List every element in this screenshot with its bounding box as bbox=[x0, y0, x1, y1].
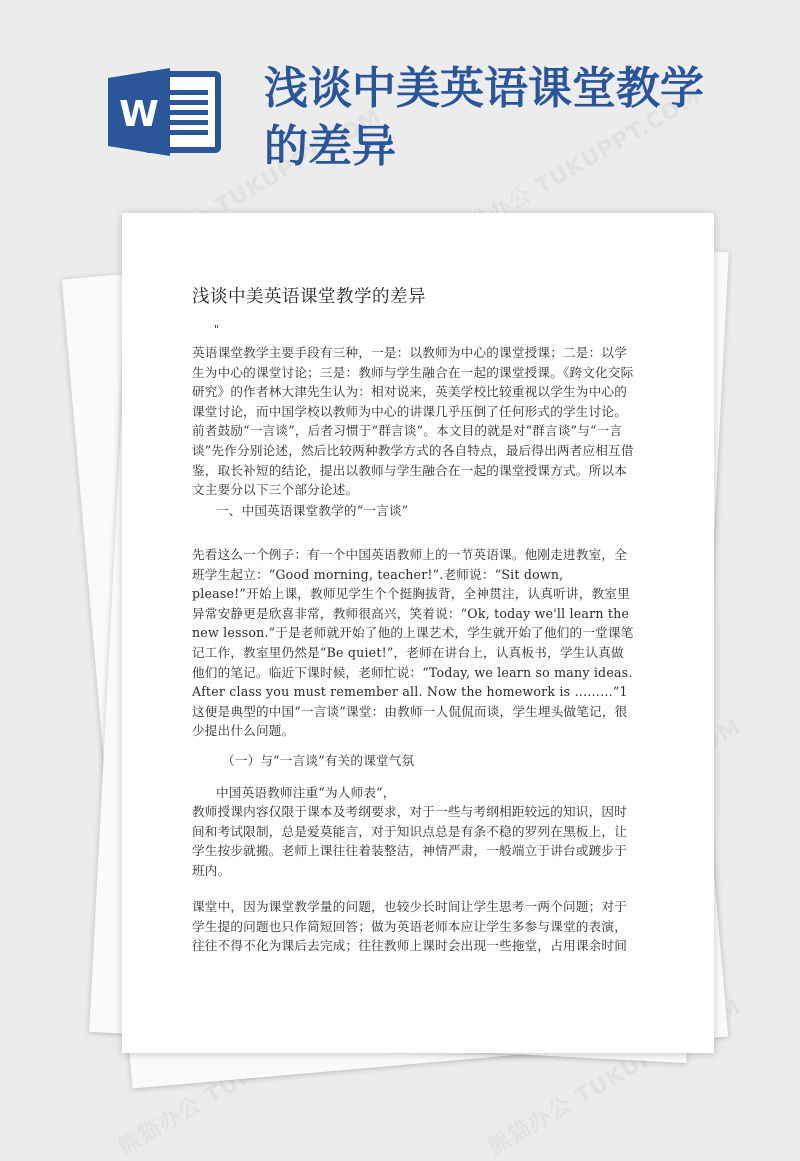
paragraph-teaching: 教师授课内容仅限于课本及考纲要求，对于一些与考纲相距较远的知识，因时间和考试限制，总是爱莫能言，对于知识点总是有条不稳的罗列在黑板上，让学生按步就搬。老师上课往往着装整洁，神情严肃，一般端立于讲台或踱步于班内。 bbox=[192, 804, 627, 878]
subsection-heading: （一）与“一言谈”有关的课堂气氛 bbox=[222, 753, 415, 768]
logo-letter: W bbox=[119, 94, 159, 135]
page-title: 浅谈中美英语课堂教学的差异 bbox=[264, 63, 704, 172]
paragraph-lead: 中国英语教师注重“为人师表”， bbox=[216, 785, 396, 800]
paragraph-example: 先看这么一个例子：有一个中国英语教师上的一节英语课。他刚走进教室，全班学生起立：“Good morning, teacher!”.老师说：“Sit down, please!”开始上课，教师见学生个个挺胸拔背，全神贯注，认真听讲，教室里异常安静更是欣喜非常，教师很高兴，笑着说：“Ok, today we'll learn the new lesson.”于是老师就开始了他的上课艺术，学生就开始了他们的一堂课笔记工作，教室里仍然是“Be quiet!”，老师在讲台上，认真板书，学生认真做他们的笔记。临近下课时候，老师忙说：“Today, we learn so many ideas. After class you must remember all. Now the homework is ………”1这便是典型的中国“一言谈”课堂：由教师一人侃侃而谈，学生埋头做笔记，很少提出什么问题。 bbox=[192, 547, 634, 739]
paragraph-intro: 英语课堂教学主要手段有三种，一是：以教师为中心的课堂授课；二是：以学生为中心的课堂讨论；三是：教师与学生融合在一起的课堂授课。《跨文化交际研究》的作者林大津先生认为：相对说来，英美学校比较重视以学生为中心的课堂讨论，而中国学校以教师为中心的讲课几乎压倒了任何形式的学生讨论。前者鼓励“一言谈”，后者习惯于“群言谈”。本文目的就是对“群言谈”与“一言谈”先作分别论述，然后比较两种教学方式的各自特点，最后得出两者应相互借鉴，取长补短的结论，提出以教师与学生融合在一起的课堂授课方式。所以本文主要分以下三个部分论述。 bbox=[192, 345, 634, 498]
word-document-icon bbox=[108, 68, 224, 156]
paragraph-classroom: 课堂中，因为课堂教学量的问题，也较少长时间让学生思考一两个问题；对于学生提的问题也只作简短回答；做为英语老师本应让学生多参与课堂的表演，往往不得不化为课后去完成；往往教师上课时会出现一些拖堂，占用课余时间 bbox=[192, 899, 627, 954]
document-page bbox=[122, 213, 714, 1053]
quote-mark: " bbox=[214, 323, 220, 336]
section-heading: 一、中国英语课堂教学的“一言谈” bbox=[216, 503, 409, 518]
document-title: 浅谈中美英语课堂教学的差异 bbox=[192, 287, 426, 307]
